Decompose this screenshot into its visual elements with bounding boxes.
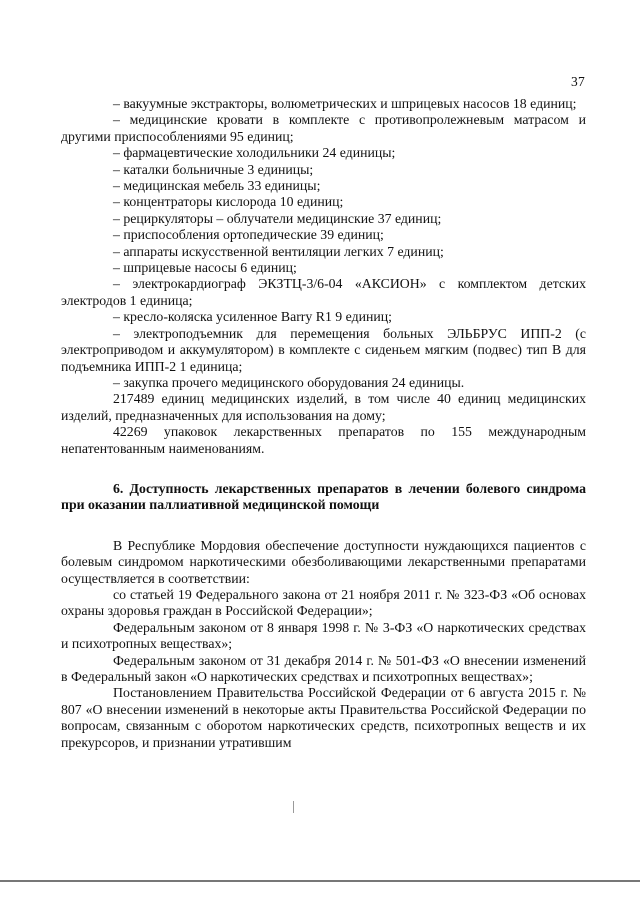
list-item: – электроподъемник для перемещения больных ЭЛЬБРУС ИПП-2 (с электроприводом и аккумулятором) в комплекте с сиденьем мягким (подвес) тип В для подъемника ИПП-2 1 единица; — [61, 325, 586, 374]
summary-paragraph: 42269 упаковок лекарственных препаратов по 155 международным непатентованным наименованиям. — [61, 424, 586, 456]
list-item: – каталки больничные 3 единицы; — [113, 161, 314, 177]
section-paragraph: Постановлением Правительства Российской Федерации от 6 августа 2015 г. № 807 «О внесении изменений в некоторые акты Правительства Российской Федерации по вопросам, связанным с оборотом наркотических средств, психотропных веществ и их прекурсоров, и признании утратившим — [61, 685, 586, 750]
list-item: – кресло-коляска усиленное Barry R1 9 единиц; — [113, 309, 392, 325]
summary-paragraph: 217489 единиц медицинских изделий, в том числе 40 единиц медицинских изделий, предназначенных для использования на дому; — [61, 391, 586, 423]
equipment-list — [61, 96, 586, 391]
section-paragraph: В Республике Мордовия обеспечение доступности нуждающихся пациентов с болевым синдромом наркотическими обезболивающими лекарственными препаратами осуществляется в соответствии: — [61, 537, 586, 586]
list-item: – фармацевтические холодильники 24 единицы; — [113, 145, 396, 161]
list-item: – рециркуляторы – облучатели медицинские 37 единиц; — [113, 210, 442, 226]
list-item: – концентраторы кислорода 10 единиц; — [113, 194, 344, 210]
list-item: – закупка прочего медицинского оборудования 24 единицы. — [113, 374, 465, 390]
document-body — [61, 96, 586, 751]
summary-block — [61, 391, 586, 457]
list-item: – шприцевые насосы 6 единиц; — [113, 260, 297, 276]
section-body — [61, 538, 586, 751]
section-paragraph: со статьей 19 Федерального закона от 21 ноября 2011 г. № 323-ФЗ «Об основах охраны здоровья граждан в Российской Федерации»; — [61, 586, 586, 619]
section-paragraph: Федеральным законом от 31 декабря 2014 г. № 501-ФЗ «О внесении изменений в Федеральный закон «О наркотических средствах и психотропных веществах»; — [61, 652, 586, 684]
list-item: – медицинская мебель 33 единицы; — [113, 178, 321, 194]
list-item: – медицинские кровати в комплекте с противопролежневым матрасом и другими приспособлениями 95 единиц; — [61, 112, 586, 144]
section-heading: 6. Доступность лекарственных препаратов в лечении болевого синдрома при оказании паллиативной медицинской помощи — [61, 480, 586, 513]
page-bottom-edge — [0, 880, 640, 882]
list-item: – вакуумные экстракторы, волюметрических и шприцевых насосов 18 единиц; — [113, 96, 577, 111]
section-paragraph: Федеральным законом от 8 января 1998 г. № 3-ФЗ «О наркотических средствах и психотропных веществах»; — [61, 619, 586, 652]
list-item: – электрокардиограф ЭКЗТЦ-3/6-04 «АКСИОН» с комплектом детских электродов 1 единица; — [61, 276, 586, 308]
list-item: – аппараты искусственной вентиляции легких 7 единиц; — [113, 243, 444, 259]
page-number: 37 — [571, 74, 586, 89]
scan-artifact — [293, 801, 294, 813]
list-item: – приспособления ортопедические 39 единиц; — [113, 227, 384, 243]
